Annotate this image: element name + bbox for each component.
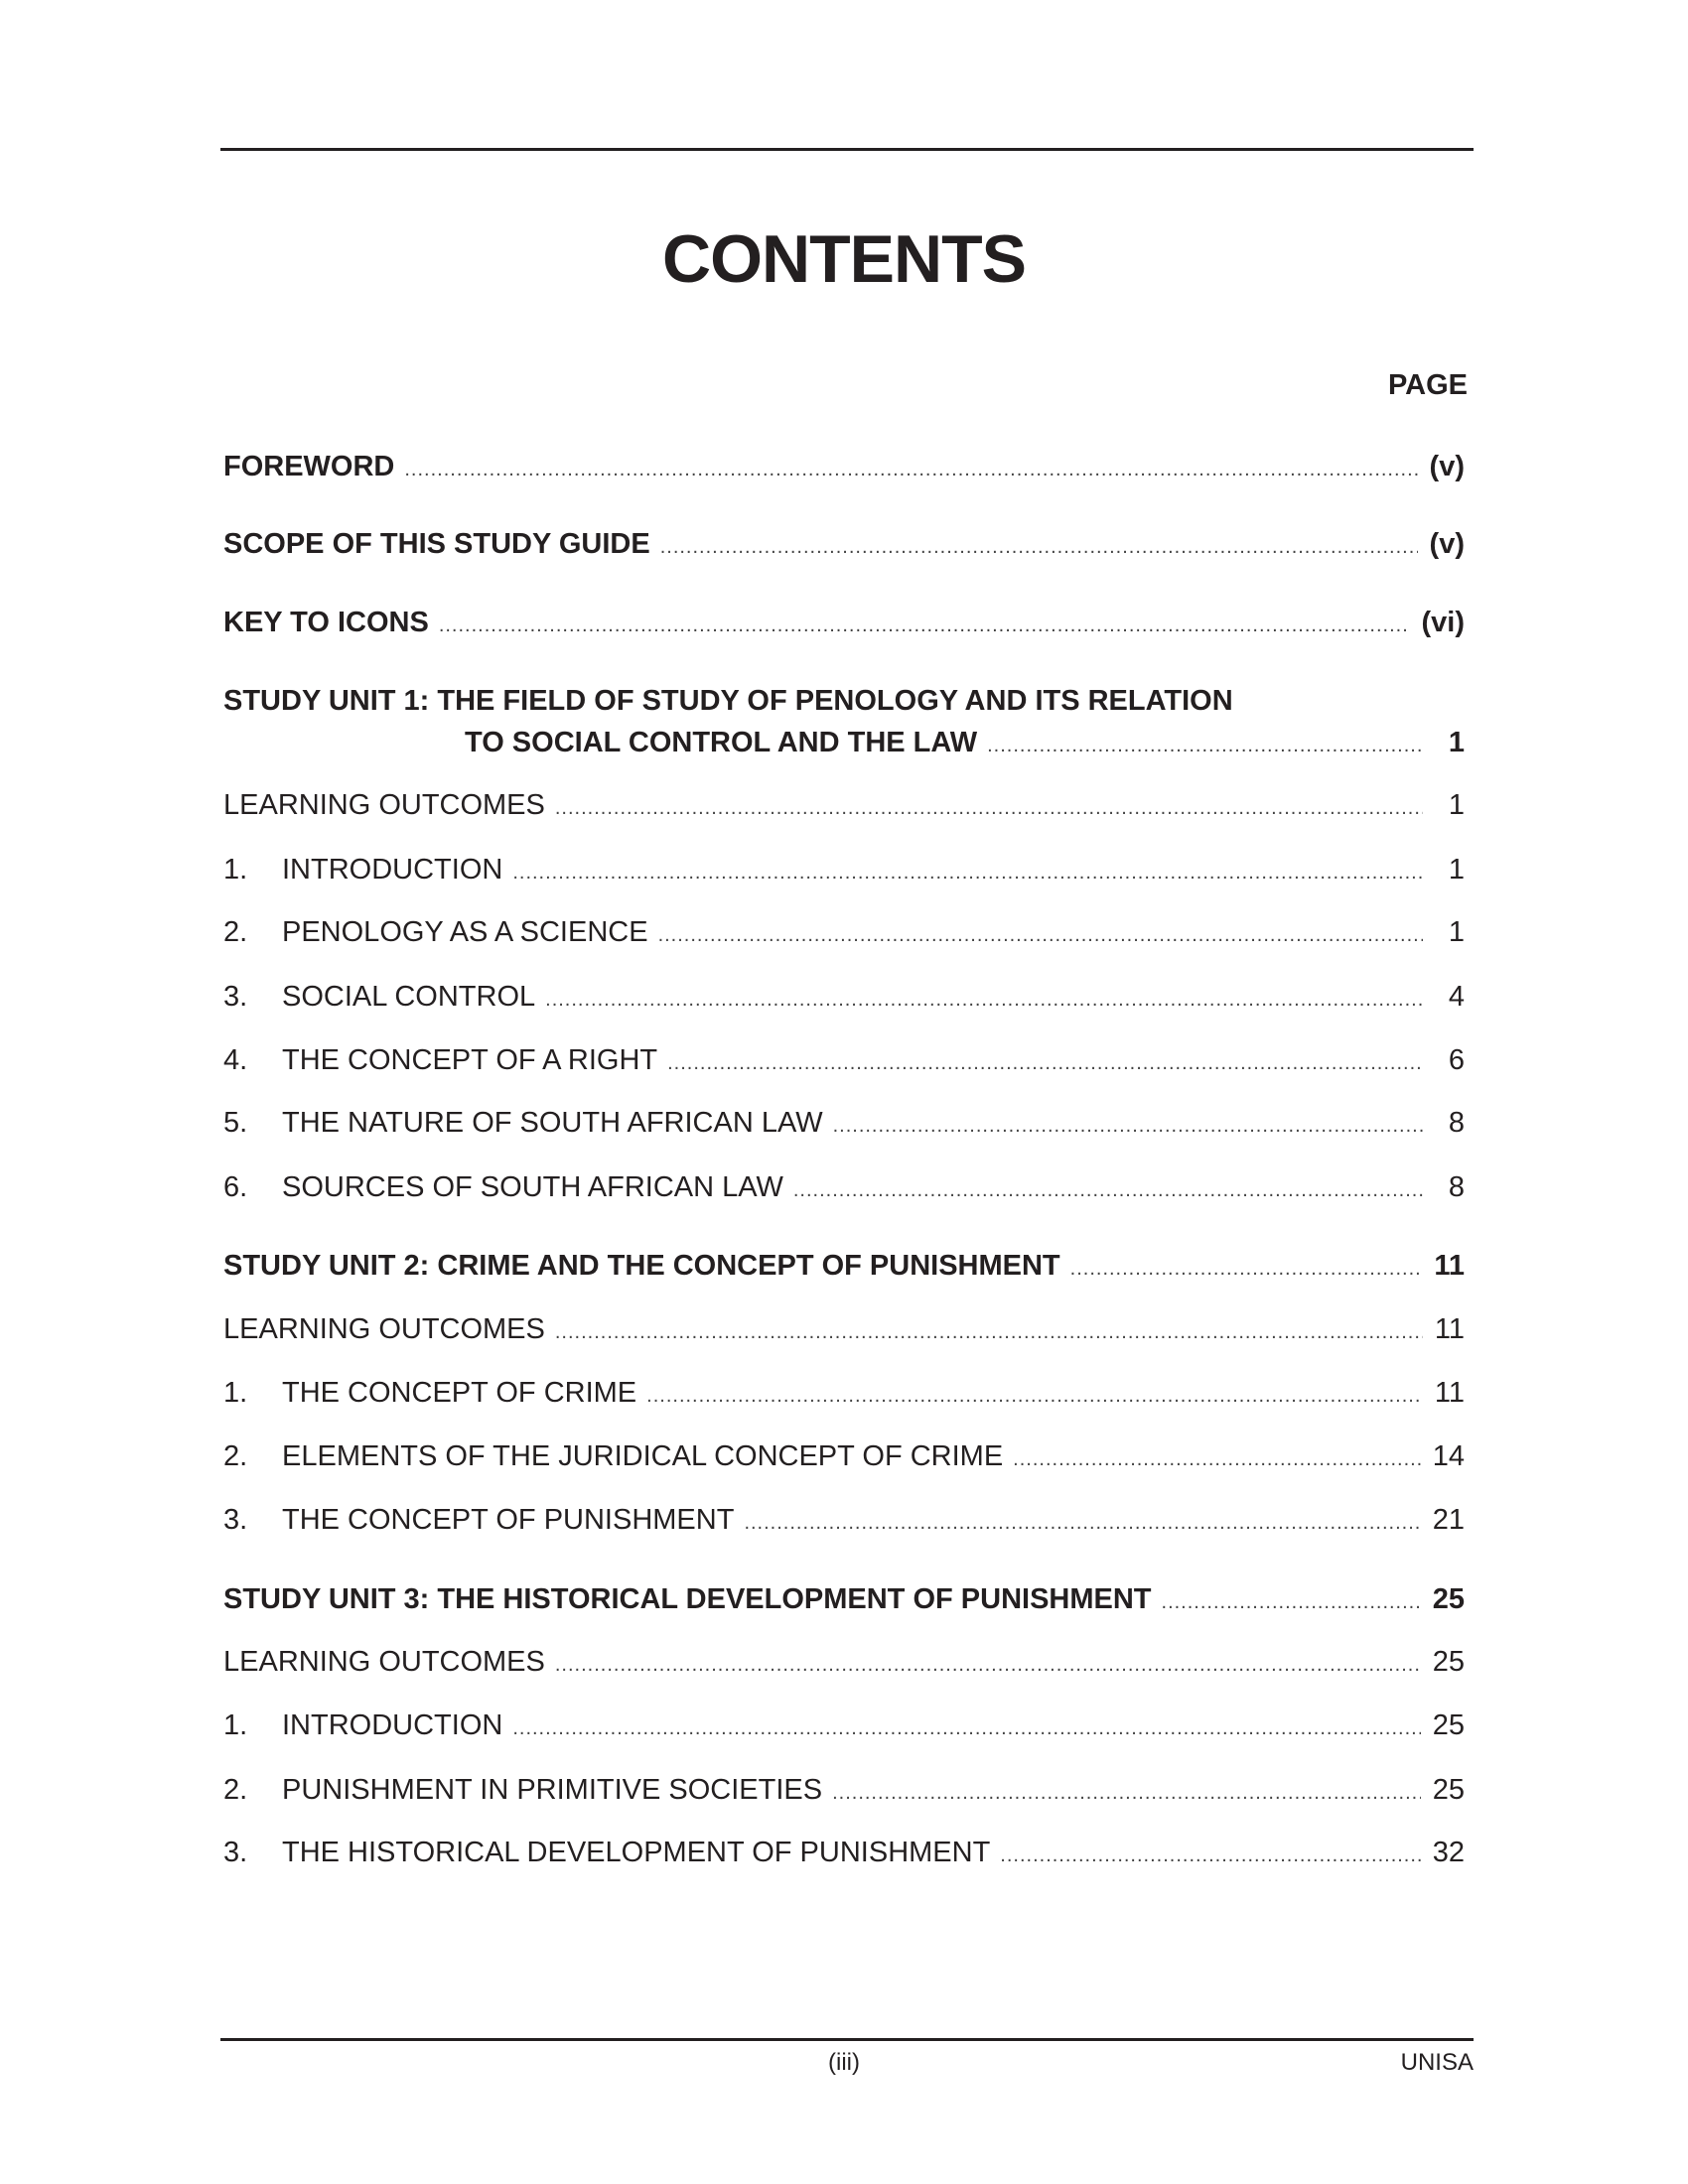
toc-entry-number: 6. [223, 1171, 248, 1203]
toc-entry-number: 3. [223, 1504, 248, 1536]
page-title: CONTENTS [662, 221, 1026, 297]
toc-entry-page: 6 [1448, 1044, 1465, 1076]
toc-entry[interactable] [223, 1169, 1465, 1208]
toc-entry-page: 21 [1432, 1504, 1465, 1536]
toc-entry-page: 25 [1432, 1709, 1465, 1741]
toc-entry-page: 4 [1448, 981, 1465, 1013]
dot-leader [555, 1314, 1423, 1350]
dot-leader [545, 982, 1423, 1018]
toc-entry-page: 25 [1432, 1646, 1465, 1678]
toc-entry[interactable] [223, 1644, 1465, 1683]
toc-entry[interactable] [223, 1311, 1465, 1350]
toc-entry-number: 2. [223, 916, 248, 948]
dot-leader [555, 1647, 1421, 1683]
dot-leader [439, 608, 1410, 643]
toc-entry-title: ELEMENTS OF THE JURIDICAL CONCEPT OF CRIME [282, 1440, 1004, 1472]
toc-entry-number: 1. [223, 1377, 248, 1409]
dot-leader [1000, 1838, 1420, 1873]
toc-entry[interactable] [223, 1502, 1465, 1541]
toc-entry[interactable] [223, 852, 1465, 890]
toc-entry-title: STUDY UNIT 3: THE HISTORICAL DEVELOPMENT OF PUNISHMENT [223, 1583, 1152, 1615]
toc-entry-title: PENOLOGY AS A SCIENCE [282, 916, 648, 948]
dot-leader [1013, 1441, 1421, 1477]
toc-entry[interactable] [223, 1438, 1465, 1477]
toc-entry-number: 2. [223, 1440, 248, 1472]
toc-entry-title: STUDY UNIT 2: CRIME AND THE CONCEPT OF PUNISHMENT [223, 1250, 1060, 1282]
toc-entry-heading-line: STUDY UNIT 1: THE FIELD OF STUDY OF PENOLOGY AND ITS RELATION [223, 685, 1233, 717]
toc-entry-title: PUNISHMENT IN PRIMITIVE SOCIETIES [282, 1774, 823, 1806]
toc-entry-page: 1 [1448, 789, 1465, 821]
toc-entry-title: TO SOCIAL CONTROL AND THE LAW [465, 727, 978, 758]
toc-entry-page: (vi) [1421, 607, 1465, 638]
toc-entry-title: FOREWORD [223, 451, 395, 482]
toc-entry[interactable] [223, 605, 1465, 643]
toc-entry-title: THE CONCEPT OF A RIGHT [282, 1044, 658, 1076]
dot-leader [555, 790, 1423, 826]
toc-entry-page: (v) [1429, 451, 1465, 482]
toc-entry[interactable] [223, 1248, 1465, 1287]
toc-entry-title: SCOPE OF THIS STUDY GUIDE [223, 528, 650, 560]
dot-leader [1162, 1584, 1421, 1620]
toc-entry[interactable] [223, 1105, 1465, 1144]
toc-entry-number: 2. [223, 1774, 248, 1806]
dot-leader [987, 728, 1423, 763]
dot-leader [833, 1108, 1423, 1144]
toc-entry[interactable] [223, 1835, 1465, 1873]
top-rule [220, 148, 1474, 151]
toc-entry-number: 1. [223, 1709, 248, 1741]
toc-entry-page: 1 [1448, 727, 1465, 758]
toc-entry-page: 1 [1448, 854, 1465, 886]
toc-entry[interactable] [223, 787, 1465, 826]
toc-entry-title: KEY TO ICONS [223, 607, 429, 638]
toc-entry-number: 3. [223, 1837, 248, 1868]
toc-entry-title: SOURCES OF SOUTH AFRICAN LAW [282, 1171, 783, 1203]
dot-leader [404, 452, 1417, 487]
toc-entry-title: THE HISTORICAL DEVELOPMENT OF PUNISHMENT [282, 1837, 991, 1868]
toc-entry[interactable] [223, 449, 1465, 487]
toc-entry-page: 11 [1434, 1313, 1465, 1345]
toc-entry[interactable] [223, 1375, 1465, 1414]
toc-entry-page: 25 [1432, 1583, 1465, 1615]
toc-entry-page: 1 [1448, 916, 1465, 948]
dot-leader [1070, 1251, 1423, 1287]
toc-entry-page: 8 [1448, 1171, 1465, 1203]
dot-leader [667, 1045, 1423, 1081]
toc-entry[interactable] [223, 914, 1465, 953]
toc-entry-title: THE CONCEPT OF CRIME [282, 1377, 637, 1409]
dot-leader [512, 855, 1423, 890]
toc-entry-title: LEARNING OUTCOMES [223, 1646, 545, 1678]
toc-entry-number: 5. [223, 1107, 248, 1139]
toc-entry-number: 3. [223, 981, 248, 1013]
toc-entry-page: 25 [1432, 1774, 1465, 1806]
toc-entry-page: 8 [1448, 1107, 1465, 1139]
dot-leader [646, 1378, 1423, 1414]
dot-leader [512, 1710, 1420, 1746]
toc-entry-page: 11 [1434, 1377, 1465, 1409]
toc-entry-title: LEARNING OUTCOMES [223, 1313, 545, 1345]
toc-entry[interactable] [223, 1707, 1465, 1746]
dot-leader [832, 1775, 1421, 1811]
toc-entry-title: THE NATURE OF SOUTH AFRICAN LAW [282, 1107, 823, 1139]
toc-entry-title: INTRODUCTION [282, 854, 503, 886]
toc-entry-title: INTRODUCTION [282, 1709, 503, 1741]
toc-entry-page: 32 [1432, 1837, 1465, 1868]
footer-brand: UNISA [1400, 2049, 1474, 2076]
toc-entry-page: (v) [1429, 528, 1465, 560]
toc-entry-title: SOCIAL CONTROL [282, 981, 536, 1013]
toc-entry-number: 1. [223, 854, 248, 886]
toc-entry-number: 4. [223, 1044, 248, 1076]
toc-entry[interactable] [223, 979, 1465, 1018]
toc-entry-title: THE CONCEPT OF PUNISHMENT [282, 1504, 735, 1536]
toc-entry[interactable] [223, 1042, 1465, 1081]
page-column-header: PAGE [1387, 369, 1468, 401]
toc-entry[interactable] [465, 725, 1465, 763]
dot-leader [793, 1172, 1423, 1208]
toc-entry-page: 11 [1434, 1250, 1465, 1282]
toc-entry[interactable] [223, 526, 1465, 565]
bottom-rule [220, 2038, 1474, 2041]
toc-entry-title: LEARNING OUTCOMES [223, 789, 545, 821]
toc-entry[interactable] [223, 1772, 1465, 1811]
dot-leader [744, 1505, 1420, 1541]
dot-leader [660, 529, 1418, 565]
toc-entry[interactable] [223, 1581, 1465, 1620]
footer-page-number: (iii) [828, 2049, 860, 2076]
toc-entry-page: 14 [1432, 1440, 1465, 1472]
dot-leader [658, 917, 1423, 953]
